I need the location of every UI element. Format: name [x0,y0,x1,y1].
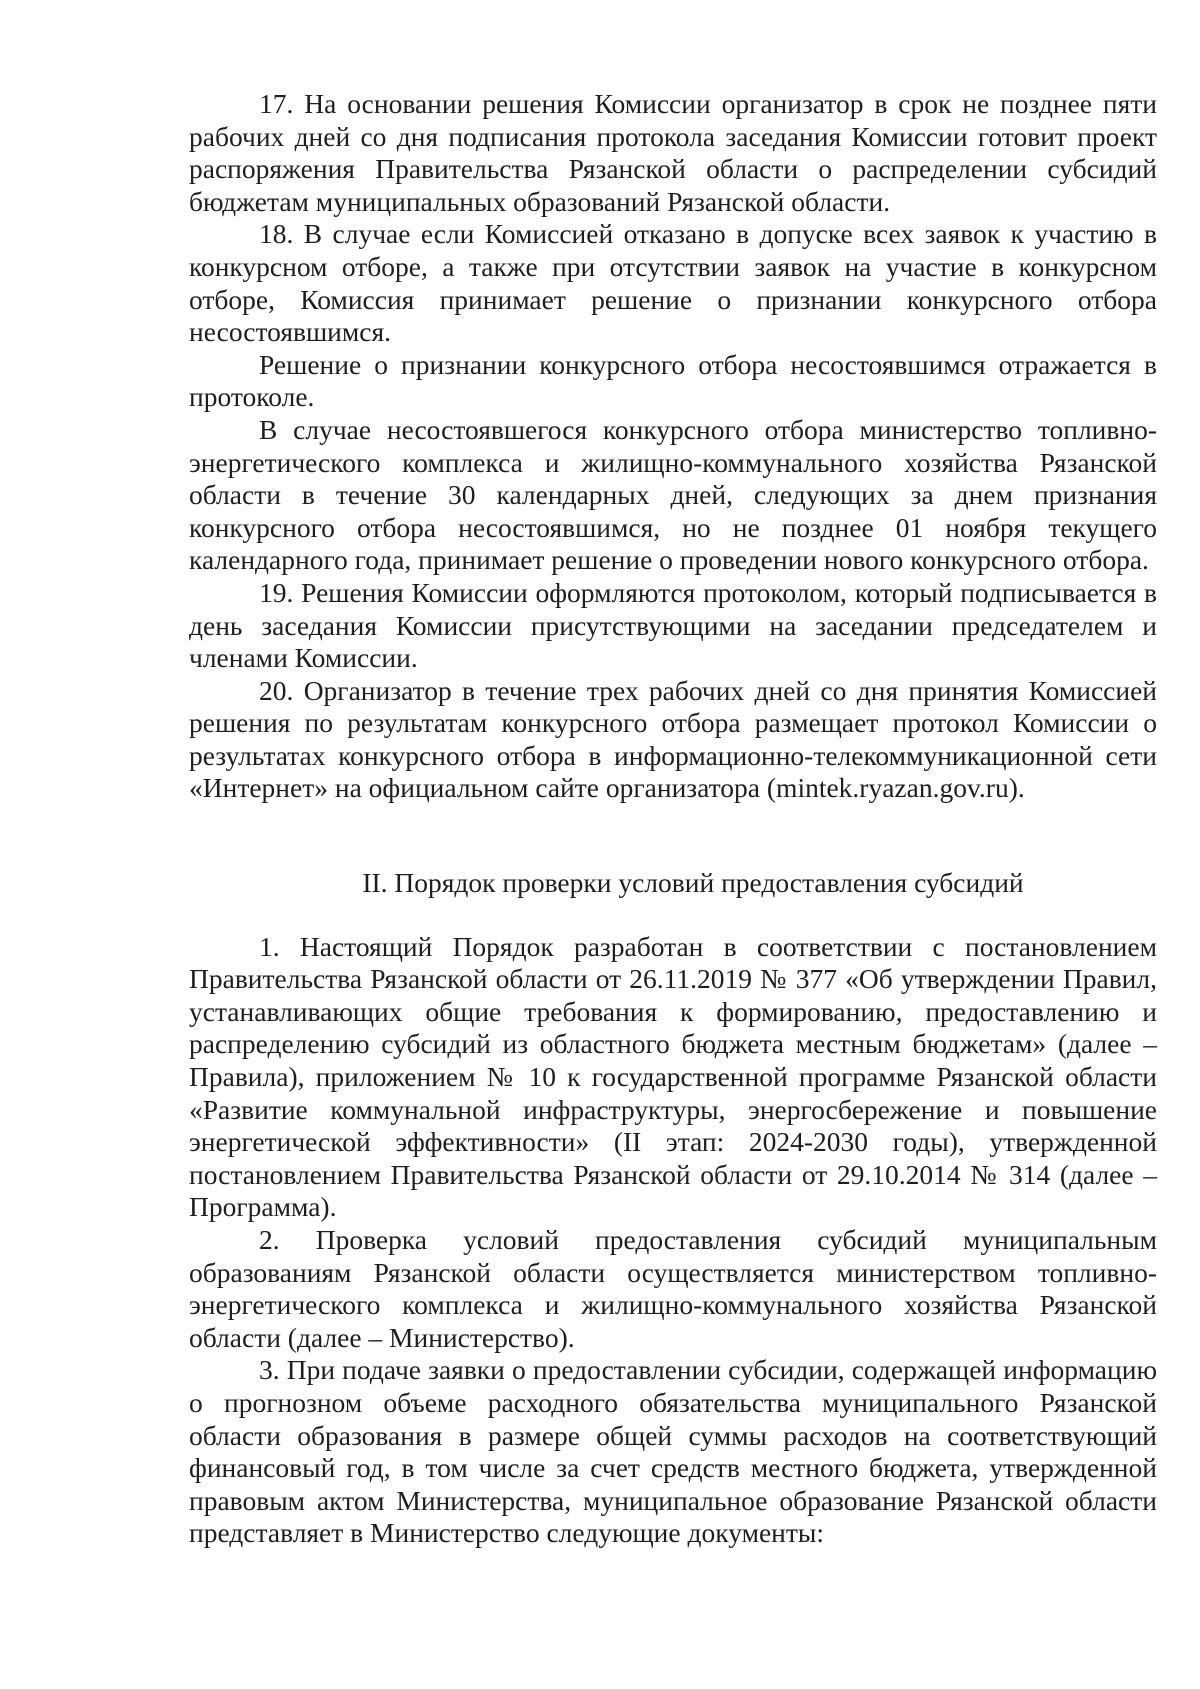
paragraph-19: 19. Решения Комиссии оформляются протоколом, который подписывается в день заседания Комиссии присутствующими на заседании председателем и членами Комиссии. [189,576,1157,674]
paragraph-section2-3: 3. При подаче заявки о предоставлении субсидии, содержащей информацию о прогнозном объеме расходного обязательства муниципального Рязанской области образования в размере общей суммы расходов на соответствующий финансовый год, в том числе за счет средств местного бюджета, утвержденной правовым актом Министерства, муниципальное образование Рязанской области представляет в Министерство следующие документы: [189,1354,1157,1549]
paragraph-decision-protocol: Решение о признании конкурсного отбора несостоявшимся отражается в протоколе. [189,348,1157,413]
section-heading: II. Порядок проверки условий предоставления субсидий [362,867,1024,899]
paragraph-failed-selection: В случае несостоявшегося конкурсного отбора министерство топливно-энергетического комплекса и жилищно-коммунального хозяйства Рязанской области в течение 30 календарных дней, следующих за днем признания конкурсного отбора несостоявшимся, но не позднее 01 ноября текущего календарного года, принимает решение о проведении нового конкурсного отбора. [189,413,1157,576]
paragraph-section2-2: 2. Проверка условий предоставления субсидий муниципальным образованиям Рязанской области осуществляется министерством топливно-энергетического комплекса и жилищно-коммунального хозяйства Рязанской области (далее – Министерство). [189,1224,1157,1353]
paragraph-18: 18. В случае если Комиссией отказано в допуске всех заявок к участию в конкурсном отборе, а также при отсутствии заявок на участие в конкурсном отборе, Комиссия принимает решение о признании конкурсного отбора несостоявшимся. [189,218,1157,348]
paragraph-section2-1: 1. Настоящий Порядок разработан в соответствии с постановлением Правительства Рязанской области от 26.11.2019 № 377 «Об утверждении Правил, устанавливающих общие требования к формированию, предоставлению и распределению субсидий из областного бюджета местным бюджетам» (далее – Правила), приложением № 10 к государственной программе Рязанской области «Развитие коммунальной инфраструктуры, энергосбережение и повышение энергетической эффективности» (II этап: 2024-2030 годы), утвержденной постановлением Правительства Рязанской области от 29.10.2014 № 314 (далее – Программа). [189,930,1157,1223]
document-page [189,88,1157,1550]
paragraph-17: 17. На основании решения Комиссии организатор в срок не позднее пяти рабочих дней со дня подписания протокола заседания Комиссии готовит проект распоряжения Правительства Рязанской области о распределении субсидий бюджетам муниципальных образований Рязанской области. [189,88,1157,217]
paragraph-20: 20. Организатор в течение трех рабочих дней со дня принятия Комиссией решения по результатам конкурсного отбора размещает протокол Комиссии о результатах конкурсного отбора в информационно-телекоммуникационной сети «Интернет» на официальном сайте организатора (mintek.ryazan.gov.ru). [189,674,1157,804]
